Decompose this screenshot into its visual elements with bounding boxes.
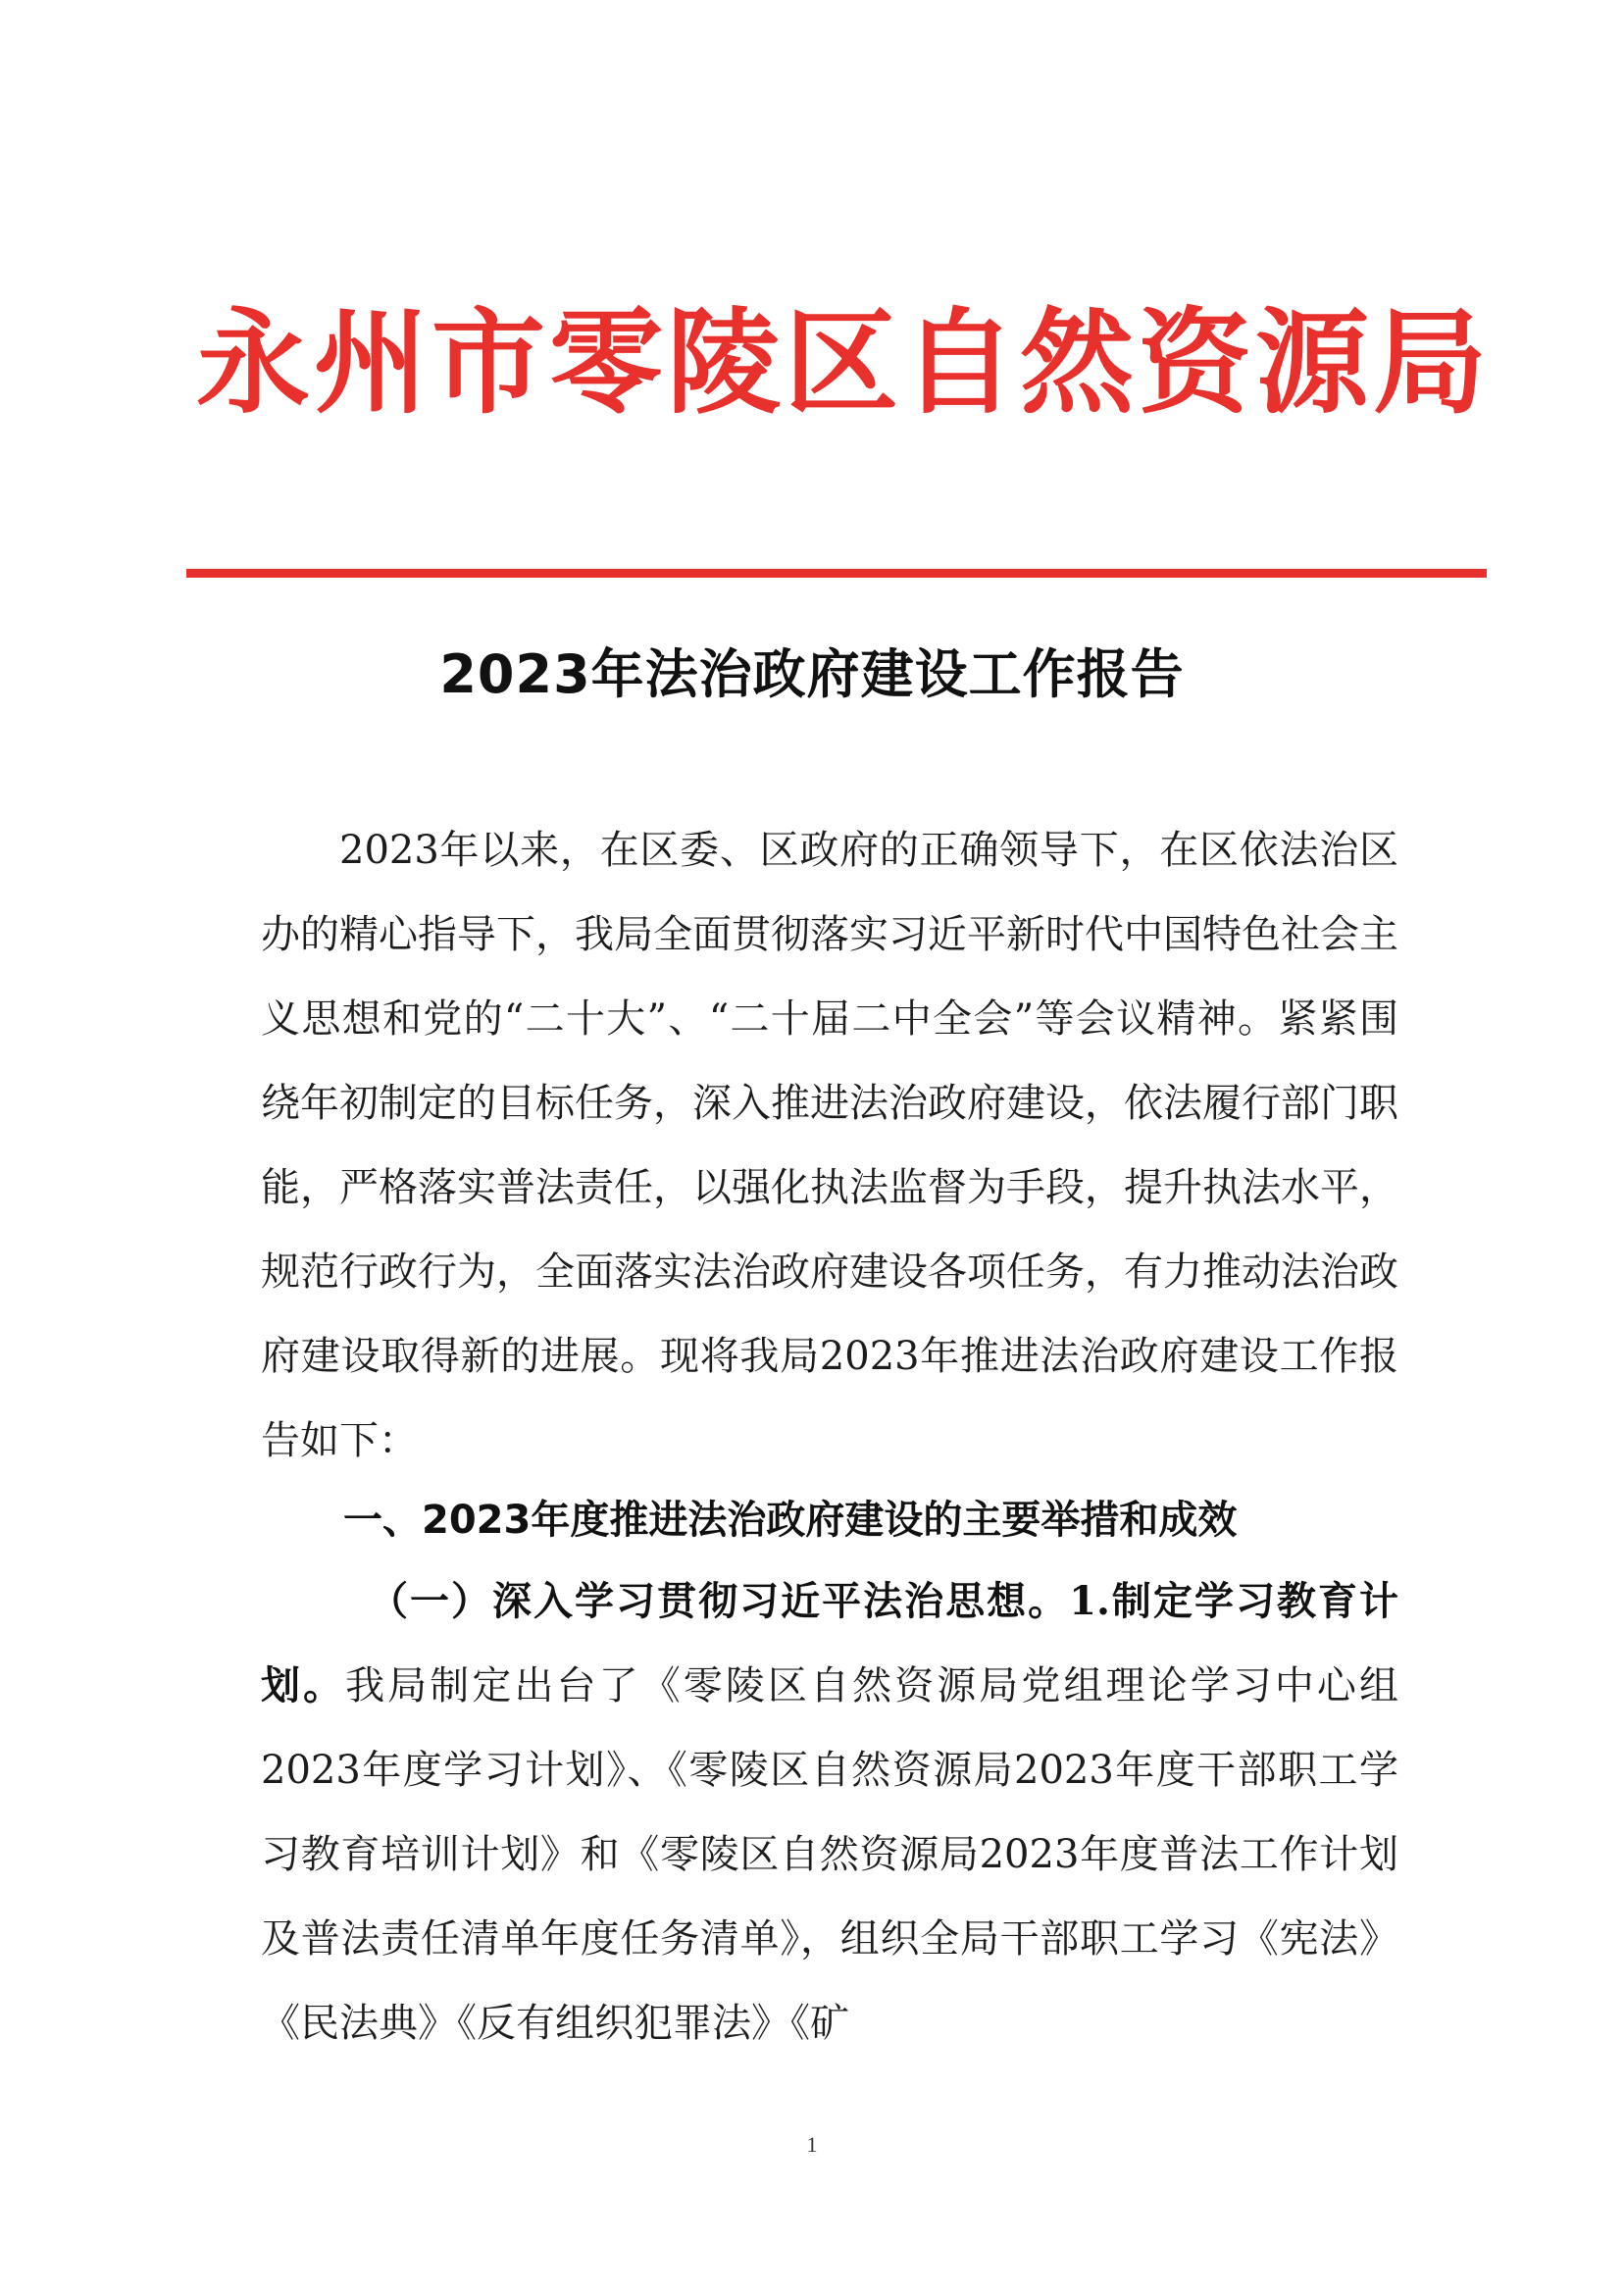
- section-1-heading: 一、2023年度推进法治政府建设的主要举措和成效: [343, 1498, 1238, 1543]
- page-number: 1: [806, 2132, 818, 2157]
- subsection-1-text: 我局制定出台了《零陵区自然资源局党组理论学习中心组2023年度学习计划》、《零陵区自然资源局2023年度干部职工学习教育培训计划》和《零陵区自然资源局2023年度普法工作计划及普法责任清单年度任务清单》，组织全局干部职工学习《宪法》《民法典》《反有组织犯罪法》《矿: [261, 1663, 1399, 2046]
- subsection-1-heading: （一）深入学习贯彻习近平法治思想。1.制定学习教育计划。: [261, 1578, 1398, 1708]
- document-title: 2023年法治政府建设工作报告: [439, 643, 1185, 705]
- letterhead-organization: 永州市零陵区自然资源局: [196, 296, 1491, 430]
- intro-paragraph: 2023年以来，在区委、区政府的正确领导下，在区依法治区办的精心指导下，我局全面贯彻落实习近平新时代中国特色社会主义思想和党的“二十大”、“二十届二中全会”等会议精神。紧紧围绕年初制定的目标任务，深入推进法治政府建设，依法履行部门职能，严格落实普法责任，以强化执法监督为手段，提升执法水平，规范行政行为，全面落实法治政府建设各项任务，有力推动法治政府建设取得新的进展。现将我局2023年推进法治政府建设工作报告如下：: [261, 828, 1398, 1463]
- letterhead-red-rule: [186, 569, 1487, 578]
- subsection-1-paragraph: [261, 1559, 1398, 2065]
